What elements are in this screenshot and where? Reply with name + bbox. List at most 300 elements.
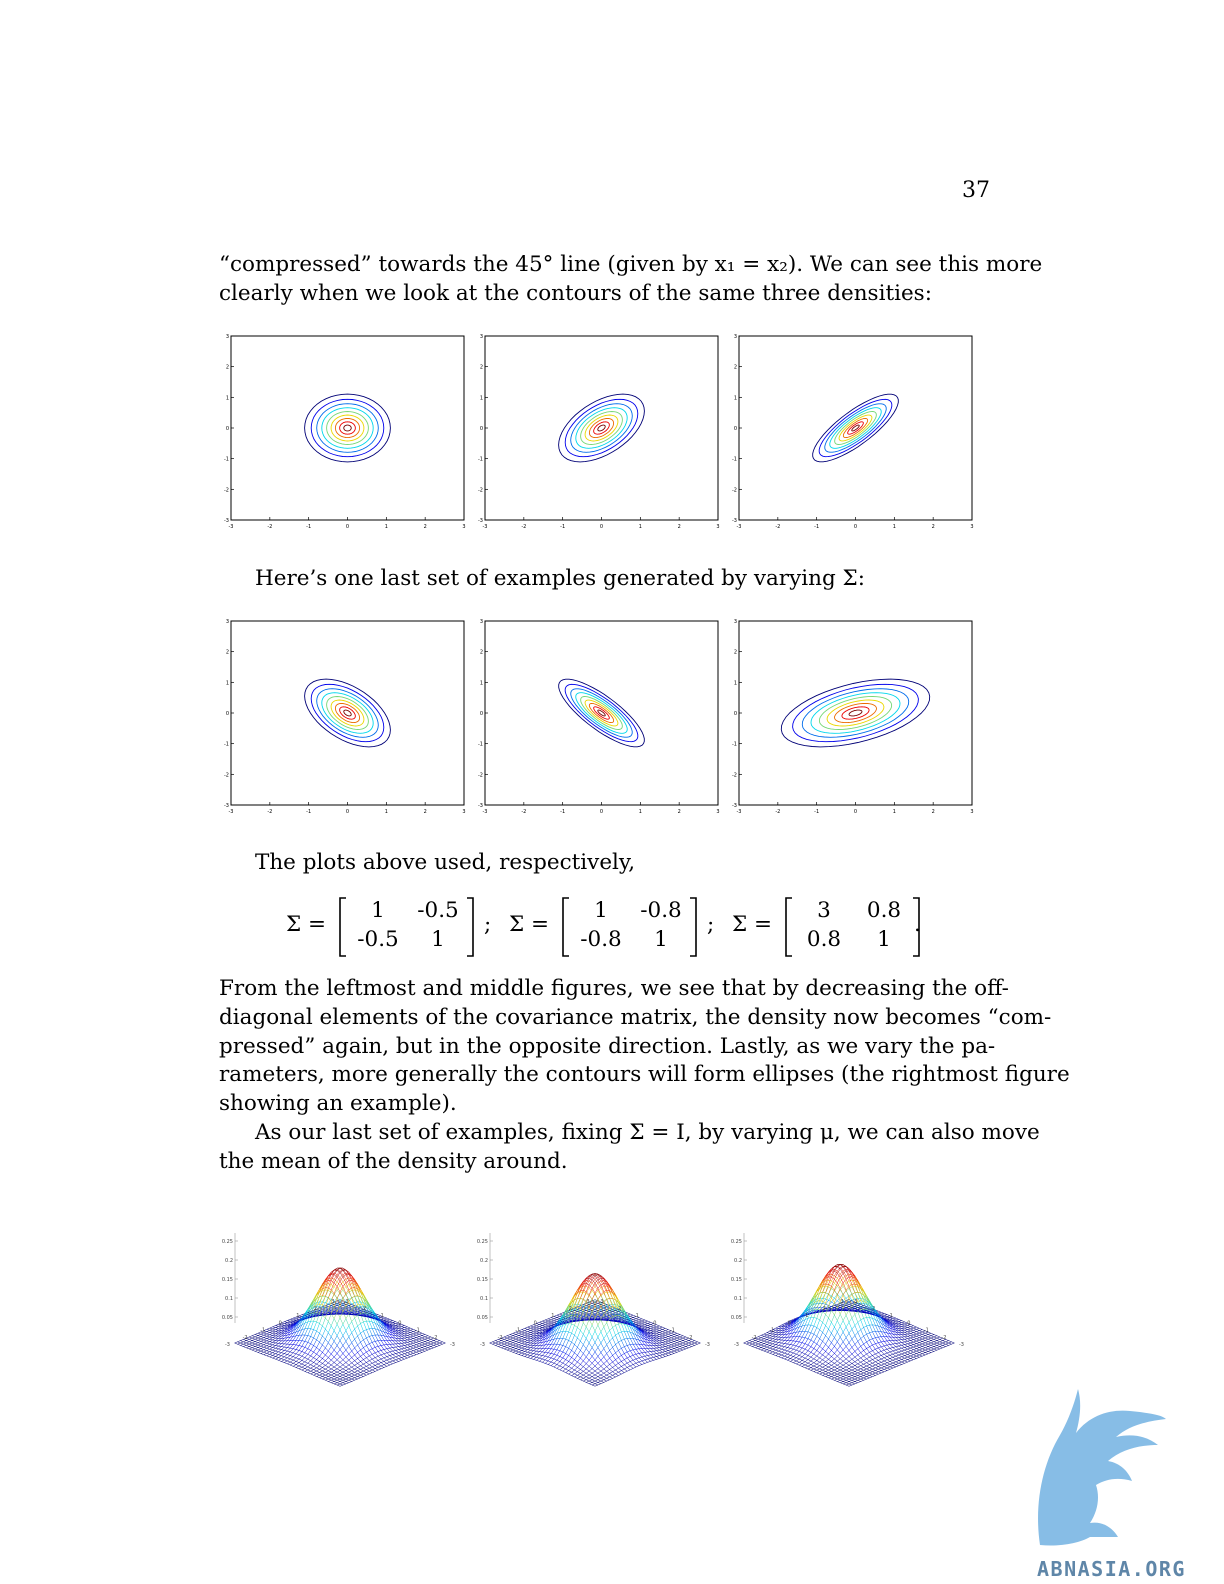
mesh-line	[668, 1351, 671, 1353]
mesh-line	[343, 1354, 346, 1358]
mesh-line	[346, 1380, 349, 1381]
mesh-line	[276, 1343, 279, 1345]
mesh-line	[378, 1355, 381, 1356]
x-tick-label: 3	[970, 524, 974, 530]
mesh-line	[352, 1372, 355, 1373]
mesh-line	[519, 1353, 522, 1355]
x-tick-label: 0	[599, 524, 604, 530]
mesh-line	[270, 1342, 273, 1344]
mesh-line	[281, 1356, 284, 1357]
mesh-line	[314, 1375, 317, 1376]
mesh-line	[305, 1353, 308, 1355]
mesh-line	[361, 1340, 364, 1342]
mesh-line	[311, 1371, 314, 1372]
mesh-line	[519, 1345, 522, 1346]
mesh-line	[358, 1304, 361, 1305]
mesh-line	[402, 1336, 405, 1338]
mesh-line	[519, 1351, 522, 1353]
mesh-line	[413, 1348, 416, 1350]
x-tick-label: -2	[521, 524, 527, 530]
mesh-line	[302, 1369, 305, 1371]
mesh-line	[516, 1344, 519, 1345]
mesh-line	[240, 1344, 243, 1345]
mesh-line	[410, 1353, 413, 1354]
mesh-line	[531, 1337, 534, 1339]
mesh-line	[407, 1349, 410, 1350]
mesh-line	[525, 1340, 528, 1342]
mesh-line	[539, 1326, 542, 1327]
mesh-line	[586, 1349, 589, 1353]
mesh-line	[311, 1356, 314, 1358]
mesh-line	[522, 1351, 525, 1353]
mesh-line	[548, 1365, 551, 1366]
mesh-line	[598, 1337, 601, 1343]
mesh-line	[630, 1315, 633, 1316]
mesh-line	[513, 1338, 516, 1339]
mesh-line	[621, 1366, 624, 1369]
mesh-line	[413, 1351, 416, 1353]
mesh-line	[372, 1342, 375, 1347]
mesh-line	[659, 1348, 662, 1350]
mesh-line	[618, 1324, 621, 1332]
mesh-line	[399, 1355, 402, 1356]
mesh-line	[601, 1366, 604, 1369]
mesh-line	[545, 1322, 548, 1323]
mesh-line	[340, 1346, 343, 1350]
mesh-line	[519, 1336, 522, 1337]
mesh-line	[320, 1366, 323, 1368]
mesh-line	[560, 1332, 563, 1339]
mesh-line	[279, 1352, 282, 1353]
mesh-line	[416, 1338, 419, 1339]
mesh-line	[589, 1378, 592, 1380]
mesh-line	[501, 1348, 504, 1349]
mesh-line	[258, 1344, 261, 1345]
mesh-line	[349, 1372, 352, 1374]
mesh-line	[381, 1355, 384, 1358]
mesh-line	[255, 1349, 258, 1350]
mesh-line	[314, 1331, 317, 1338]
mesh-line	[419, 1344, 422, 1345]
mesh-line	[595, 1342, 598, 1347]
mesh-line	[683, 1338, 686, 1339]
x-axis-tick-label: 1	[380, 1313, 384, 1320]
mesh-line	[328, 1369, 331, 1371]
mesh-line	[346, 1371, 349, 1373]
mesh-line	[434, 1343, 437, 1344]
mesh-line	[569, 1366, 572, 1368]
mesh-line	[569, 1355, 572, 1357]
mesh-line	[270, 1339, 273, 1340]
mesh-line	[331, 1337, 334, 1341]
mesh-line	[598, 1377, 601, 1379]
mesh-line	[322, 1336, 325, 1339]
x-tick-label: 1	[384, 809, 388, 815]
mesh-line	[281, 1354, 284, 1356]
mesh-line	[261, 1338, 264, 1339]
mesh-line	[416, 1342, 419, 1343]
mesh-line	[677, 1336, 680, 1337]
mesh-line	[648, 1359, 651, 1361]
mesh-line	[428, 1343, 431, 1344]
mesh-line	[545, 1349, 548, 1353]
mesh-line	[393, 1358, 396, 1360]
x-tick-label: -2	[267, 524, 273, 530]
mesh-line	[407, 1333, 410, 1334]
mesh-line	[657, 1333, 660, 1334]
mesh-line	[267, 1351, 270, 1352]
mesh-line	[322, 1329, 325, 1336]
mesh-line	[636, 1344, 639, 1349]
mesh-line	[592, 1373, 595, 1375]
mesh-line	[261, 1335, 264, 1336]
mesh-line	[657, 1327, 660, 1328]
x-tick-label: 3	[716, 524, 720, 530]
mesh-line	[410, 1341, 413, 1342]
mesh-line	[607, 1371, 610, 1373]
x-tick-label: -3	[482, 809, 488, 815]
mesh-line	[402, 1358, 405, 1360]
mesh-line	[358, 1326, 361, 1333]
mesh-line	[299, 1360, 302, 1362]
mesh-line	[548, 1353, 551, 1354]
mesh-line	[352, 1358, 355, 1361]
y-tick-label: -1	[478, 741, 483, 748]
mesh-line	[528, 1340, 531, 1341]
mesh-line	[355, 1376, 358, 1377]
mesh-line	[607, 1378, 610, 1380]
mesh-line	[648, 1323, 651, 1324]
mesh-line	[522, 1340, 525, 1341]
mesh-line	[302, 1367, 305, 1368]
mesh-line	[361, 1348, 364, 1350]
mesh-line	[604, 1339, 607, 1345]
mesh-line	[293, 1349, 296, 1350]
mesh-line	[284, 1355, 287, 1357]
mesh-line	[317, 1374, 320, 1375]
mesh-line	[372, 1349, 375, 1353]
mesh-line	[355, 1348, 358, 1353]
mesh-line	[428, 1341, 431, 1342]
mesh-line	[328, 1322, 331, 1326]
mesh-line	[343, 1341, 346, 1345]
mesh-line	[504, 1342, 507, 1343]
mesh-line	[290, 1356, 293, 1357]
x-tick-label: 2	[677, 809, 681, 815]
mesh-line	[281, 1324, 284, 1325]
y-tick-label: -1	[224, 741, 229, 748]
mesh-line	[554, 1322, 557, 1323]
mesh-line	[404, 1353, 407, 1354]
mesh-line	[358, 1369, 361, 1371]
mesh-line	[531, 1354, 534, 1356]
mesh-line	[586, 1364, 589, 1367]
mesh-line	[531, 1329, 534, 1330]
mesh-line	[610, 1364, 613, 1367]
mesh-line	[337, 1385, 340, 1386]
mesh-line	[428, 1345, 431, 1346]
x-tick-label: -2	[521, 809, 527, 815]
mesh-line	[645, 1356, 648, 1359]
mesh-line	[659, 1339, 662, 1341]
mesh-line	[363, 1366, 366, 1368]
mesh-line	[331, 1346, 334, 1350]
mesh-line	[519, 1350, 522, 1351]
mesh-line	[396, 1353, 399, 1354]
mesh-line	[404, 1334, 407, 1336]
x-tick-label: 2	[423, 809, 427, 815]
mesh-line	[366, 1321, 369, 1329]
mesh-line	[577, 1347, 580, 1350]
mesh-line	[264, 1345, 267, 1346]
mesh-line	[639, 1322, 642, 1323]
mesh-line	[334, 1372, 337, 1374]
mesh-line	[695, 1343, 698, 1344]
mesh-line	[425, 1346, 428, 1347]
mesh-line	[519, 1343, 522, 1345]
mesh-line	[563, 1371, 566, 1372]
mesh-line	[404, 1327, 407, 1328]
mesh-line	[270, 1328, 273, 1329]
mesh-line	[390, 1359, 393, 1361]
mesh-line	[276, 1328, 279, 1329]
mesh-line	[410, 1333, 413, 1334]
mesh-line	[516, 1338, 519, 1339]
mesh-line	[355, 1318, 358, 1326]
mesh-line	[580, 1369, 583, 1371]
mesh-line	[361, 1375, 364, 1376]
mesh-line	[662, 1345, 665, 1347]
mesh-line	[258, 1339, 261, 1340]
mesh-line	[355, 1326, 358, 1329]
mesh-line	[404, 1355, 407, 1356]
mesh-line	[516, 1349, 519, 1350]
mesh-line	[317, 1340, 320, 1342]
mesh-line	[671, 1342, 674, 1343]
mesh-line	[290, 1357, 293, 1359]
mesh-line	[522, 1343, 525, 1344]
mesh-line	[528, 1355, 531, 1356]
mesh-line	[390, 1355, 393, 1356]
mesh-line	[645, 1349, 648, 1352]
mesh-line	[325, 1378, 328, 1379]
mesh-line	[276, 1355, 279, 1357]
mesh-line	[270, 1331, 273, 1332]
mesh-line	[302, 1352, 305, 1353]
mesh-line	[516, 1347, 519, 1348]
mesh-line	[255, 1351, 258, 1352]
mesh-line	[390, 1358, 393, 1359]
mesh-line	[531, 1331, 534, 1332]
mesh-line	[358, 1296, 361, 1302]
mesh-line	[425, 1339, 428, 1340]
mesh-line	[334, 1331, 337, 1336]
mesh-line	[592, 1380, 595, 1381]
mesh-line	[659, 1330, 662, 1331]
matrix-cell: 3	[817, 898, 831, 923]
mesh-line	[566, 1354, 569, 1356]
mesh-line	[519, 1352, 522, 1353]
mesh-line	[536, 1357, 539, 1358]
mesh-line	[243, 1347, 246, 1348]
mesh-line	[352, 1378, 355, 1379]
y-axis-tick-label: 1	[296, 1313, 300, 1320]
mesh-line	[516, 1350, 519, 1352]
mesh-line	[501, 1343, 504, 1344]
mesh-line	[657, 1339, 660, 1341]
mesh-line	[384, 1354, 387, 1357]
mesh-line	[425, 1341, 428, 1342]
mesh-line	[563, 1352, 566, 1354]
mesh-line	[507, 1335, 510, 1336]
mesh-line	[534, 1327, 537, 1328]
mesh-line	[545, 1327, 548, 1328]
contour-plot	[726, 615, 976, 815]
mesh-line	[674, 1346, 677, 1347]
mesh-line	[542, 1326, 545, 1327]
mesh-line	[674, 1351, 677, 1352]
mesh-line	[293, 1357, 296, 1358]
mesh-line	[531, 1333, 534, 1334]
mesh-line	[340, 1354, 343, 1357]
mesh-line	[402, 1326, 405, 1327]
mesh-line	[252, 1342, 255, 1343]
mesh-line	[525, 1328, 528, 1329]
mesh-line	[422, 1348, 425, 1349]
mesh-line	[273, 1357, 276, 1359]
mesh-line	[554, 1316, 557, 1317]
mesh-line	[404, 1330, 407, 1331]
mesh-line	[267, 1339, 270, 1340]
mesh-line	[402, 1330, 405, 1331]
mesh-line	[522, 1356, 525, 1357]
mesh-line	[390, 1348, 393, 1351]
mesh-line	[369, 1373, 372, 1374]
mesh-line	[645, 1352, 648, 1355]
mesh-line	[542, 1324, 545, 1325]
mesh-line	[504, 1339, 507, 1340]
mesh-line	[662, 1336, 665, 1337]
mesh-line	[651, 1346, 654, 1349]
mesh-line	[314, 1338, 317, 1340]
mesh-line	[372, 1371, 375, 1372]
mesh-line	[378, 1335, 381, 1340]
mesh-line	[563, 1345, 566, 1346]
mesh-line	[399, 1347, 402, 1349]
mesh-line	[589, 1332, 592, 1337]
mesh-line	[513, 1350, 516, 1351]
mesh-line	[276, 1348, 279, 1349]
mesh-line	[320, 1342, 323, 1345]
mesh-line	[390, 1319, 393, 1320]
mesh-line	[548, 1321, 551, 1322]
mesh-line	[340, 1350, 343, 1354]
mesh-line	[604, 1293, 607, 1299]
mesh-line	[270, 1329, 273, 1330]
mesh-line	[372, 1370, 375, 1372]
x-tick-label: -1	[306, 524, 312, 530]
mesh-line	[290, 1345, 293, 1349]
mesh-line	[390, 1321, 393, 1322]
mesh-line	[522, 1342, 525, 1344]
mesh-line	[331, 1350, 334, 1354]
mesh-line	[437, 1345, 440, 1346]
mesh-line	[311, 1336, 314, 1338]
mesh-line	[279, 1334, 282, 1336]
mesh-line	[255, 1343, 258, 1344]
mesh-line	[293, 1366, 296, 1367]
mesh-line	[674, 1349, 677, 1350]
mesh-line	[258, 1340, 261, 1341]
mesh-line	[404, 1340, 407, 1342]
mesh-line	[586, 1327, 589, 1332]
mesh-line	[393, 1354, 396, 1355]
mesh-line	[363, 1364, 366, 1366]
covariance-equations	[0, 896, 1224, 962]
mesh-line	[407, 1354, 410, 1355]
mesh-line	[534, 1351, 537, 1352]
mesh-line	[328, 1333, 331, 1337]
mesh-line	[404, 1326, 407, 1327]
mesh-line	[363, 1354, 366, 1358]
mesh-line	[258, 1346, 261, 1347]
mesh-line	[498, 1347, 501, 1348]
mesh-line	[639, 1320, 642, 1321]
y-tick-label: 0	[479, 426, 483, 432]
y-axis-tick-label: -3	[225, 1342, 230, 1349]
y-tick-label: 3	[225, 619, 229, 625]
mesh-line	[422, 1340, 425, 1341]
mesh-line	[387, 1353, 390, 1356]
mesh-line	[680, 1337, 683, 1338]
mesh-line	[534, 1337, 537, 1339]
mesh-line	[314, 1346, 317, 1348]
mesh-line	[322, 1355, 325, 1359]
mesh-line	[355, 1371, 358, 1373]
mesh-line	[654, 1332, 657, 1333]
mesh-line	[387, 1357, 390, 1359]
mesh-line	[363, 1321, 366, 1322]
mesh-line	[246, 1345, 249, 1346]
mesh-line	[355, 1315, 358, 1318]
mesh-line	[525, 1335, 528, 1336]
mesh-line	[384, 1360, 387, 1361]
mesh-line	[659, 1335, 662, 1336]
mesh-line	[586, 1369, 589, 1371]
mesh-line	[665, 1351, 668, 1353]
y-tick-label: 2	[479, 364, 483, 371]
mesh-line	[366, 1358, 369, 1361]
mesh-line	[404, 1357, 407, 1359]
mesh-line	[343, 1319, 346, 1325]
mesh-line	[531, 1330, 534, 1331]
mesh-line	[340, 1324, 343, 1330]
mesh-line	[686, 1342, 689, 1343]
mesh-line	[428, 1337, 431, 1338]
mesh-line	[528, 1341, 531, 1343]
mesh-line	[361, 1322, 364, 1324]
mesh-line	[542, 1323, 545, 1324]
mesh-line	[577, 1328, 580, 1331]
mesh-line	[284, 1363, 287, 1364]
x-tick-label: -3	[228, 524, 234, 530]
mesh-line	[513, 1349, 516, 1350]
mesh-line	[425, 1348, 428, 1349]
mesh-line	[654, 1354, 657, 1356]
mesh-line	[361, 1368, 364, 1370]
mesh-line	[235, 1342, 238, 1343]
x-tick-label: 0	[599, 809, 604, 815]
